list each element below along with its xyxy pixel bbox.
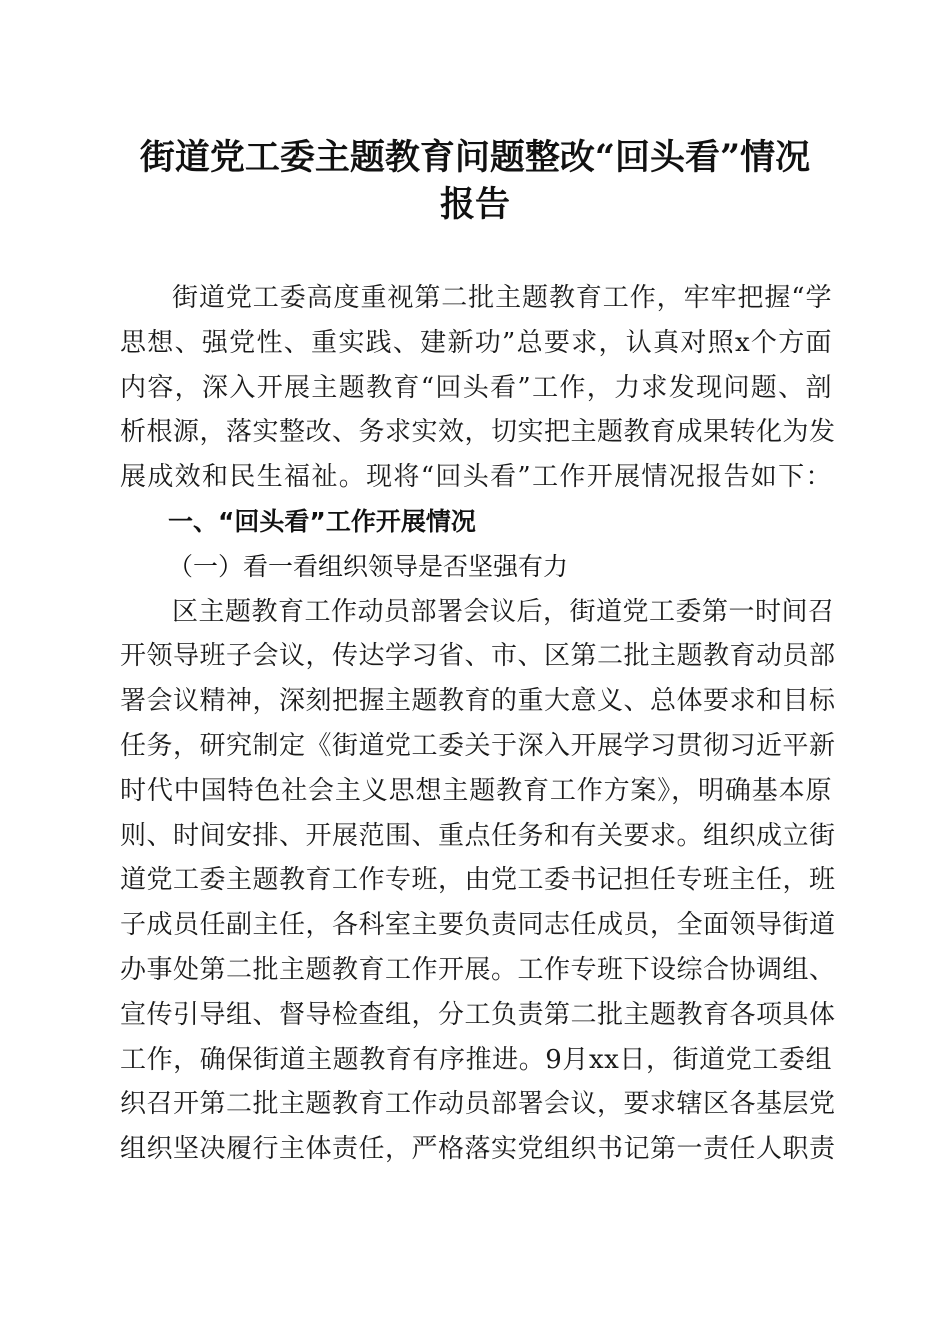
body-line: 工作，确保街道主题教育有序推进。9月xx日，街道党工委组 [120,1044,832,1075]
body-line: 署会议精神，深刻把握主题教育的重大意义、总体要求和目标 [120,686,836,717]
body-line: 开领导班子会议，传达学习省、市、区第二批主题教育动员部 [120,641,836,672]
subsection-heading: （一）看一看组织领导是否坚强有力 [168,551,569,581]
body-line: 区主题教育工作动员部署会议后，街道党工委第一时间召 [172,596,835,627]
body-line: 则、时间安排、开展范围、重点任务和有关要求。组织成立街 [120,820,836,851]
document-body [120,276,836,1172]
body-line: 织召开第二批主题教育工作动员部署会议，要求辖区各基层党 [120,1089,836,1120]
intro-line: 思想、强党性、重实践、建新功”总要求，认真对照x个方面 [120,327,832,358]
section-heading: 一、“回头看”工作开展情况 [168,506,476,536]
document-title [100,134,850,228]
body-line: 宣传引导组、督导检查组，分工负责第二批主题教育各项具体 [120,999,836,1030]
intro-line: 街道党工委高度重视第二批主题教育工作，牢牢把握“学 [172,283,832,313]
body-line: 组织坚决履行主体责任，严格落实党组织书记第一责任人职责 [120,1134,836,1165]
title-line-2: 报告 [439,184,510,225]
intro-line: 展成效和民生福祉。现将“回头看”工作开展情况报告如下： [120,462,832,493]
body-line: 时代中国特色社会主义思想主题教育工作方案》，明确基本原 [120,775,832,806]
body-line: 道党工委主题教育工作专班，由党工委书记担任专班主任，班 [120,865,836,896]
body-line: 子成员任副主任，各科室主要负责同志任成员，全面领导街道 [120,910,836,941]
intro-line: 析根源，落实整改、务求实效，切实把主题教育成果转化为发 [120,417,836,448]
title-line-1: 街道党工委主题教育问题整改“回头看”情况 [139,137,811,178]
body-line: 任务，研究制定《街道党工委关于深入开展学习贯彻习近平新 [120,730,836,761]
intro-line: 内容，深入开展主题教育“回头看”工作，力求发现问题、剖 [120,372,832,403]
body-line: 办事处第二批主题教育工作开展。工作专班下设综合协调组、 [120,954,836,985]
